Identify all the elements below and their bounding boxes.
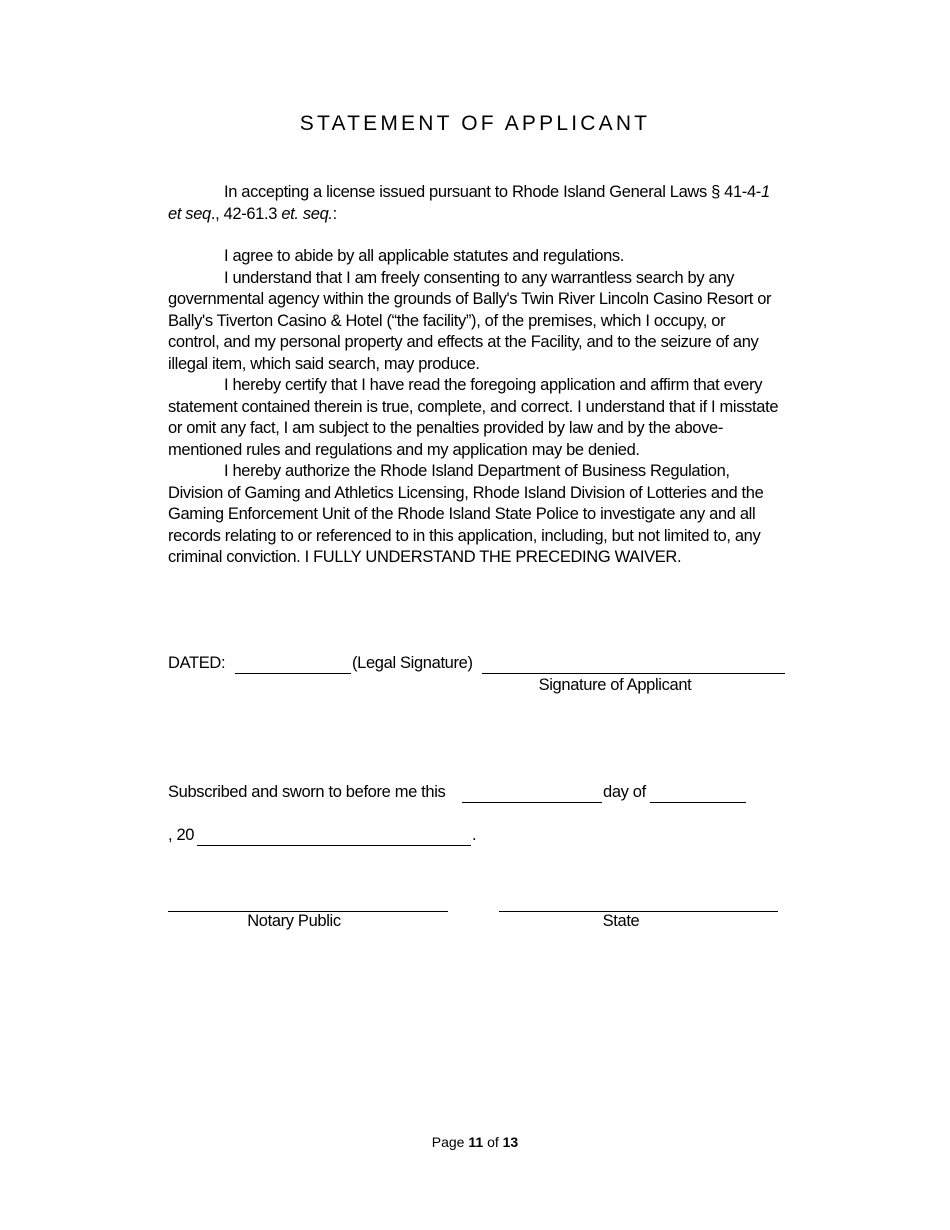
intro-italic-citation: 1 et seq [168, 183, 770, 223]
intro-lead: In accepting a license issued pursuant to Rhode Island General Laws § 41-4- [224, 183, 761, 201]
year-suffix: . [472, 826, 477, 844]
day-field-line[interactable] [462, 802, 602, 803]
state-caption: State [602, 912, 640, 930]
signature-caption: Signature of Applicant [538, 676, 692, 694]
page-word: Page [431, 1134, 465, 1150]
subscribed-label: Subscribed and sworn to before me this [168, 783, 446, 801]
dated-label: DATED: [168, 654, 226, 672]
page-number-footer [0, 1134, 950, 1150]
page-current: 11 [468, 1134, 484, 1150]
of-word: of [487, 1134, 499, 1150]
document-title: STATEMENT OF APPLICANT [299, 112, 651, 135]
day-of-label: day of [603, 783, 646, 801]
month-field-line[interactable] [650, 802, 746, 803]
intro-mid: ., 42-61.3 [210, 204, 282, 223]
paragraph-authorize: I hereby authorize the Rhode Island Department of Business Regulation, Division of Gaming and Athletics Licensing, Rhode Island Division of Lotteries and the Gaming Enforcement Unit of the Rhode Island State Police to investigate any and all records relating to or referenced to in this application, including, but not limited to, any criminal conviction. I FULLY UNDERSTAND THE PRECEDING WAIVER. [168, 462, 764, 566]
intro-end: : [332, 204, 337, 223]
page-total: 13 [502, 1134, 519, 1150]
signature-field-line[interactable] [482, 673, 785, 674]
intro-paragraph [168, 182, 780, 225]
paragraph-abide: I agree to abide by all applicable statutes and regulations. [224, 247, 625, 265]
intro-italic-seq: et. seq. [281, 204, 333, 223]
notary-caption: Notary Public [247, 912, 341, 930]
paragraph-certify: I hereby certify that I have read the foregoing application and affirm that every statement contained therein is true, complete, and correct. I understand that if I misstate or omit any fact, I am subject to the penalties provided by law and by the above-mentioned rules and regulations and my application may be denied. [168, 376, 779, 459]
statement-paragraphs [168, 246, 780, 569]
year-field-line[interactable] [197, 845, 471, 846]
year-prefix: , 20 [168, 826, 195, 844]
paragraph-search-consent: I understand that I am freely consenting to any warrantless search by any governmental agency within the grounds of Bally's Twin River Lincoln Casino Resort or Bally's Tiverton Casino & Hotel (“the facility”), of the premises, which I occupy, or control, and my personal property and effects at the Facility, and to the seizure of any illegal item, which said search, may produce. [168, 268, 772, 373]
legal-signature-label: (Legal Signature) [352, 654, 473, 672]
dated-field-line[interactable] [235, 673, 351, 674]
